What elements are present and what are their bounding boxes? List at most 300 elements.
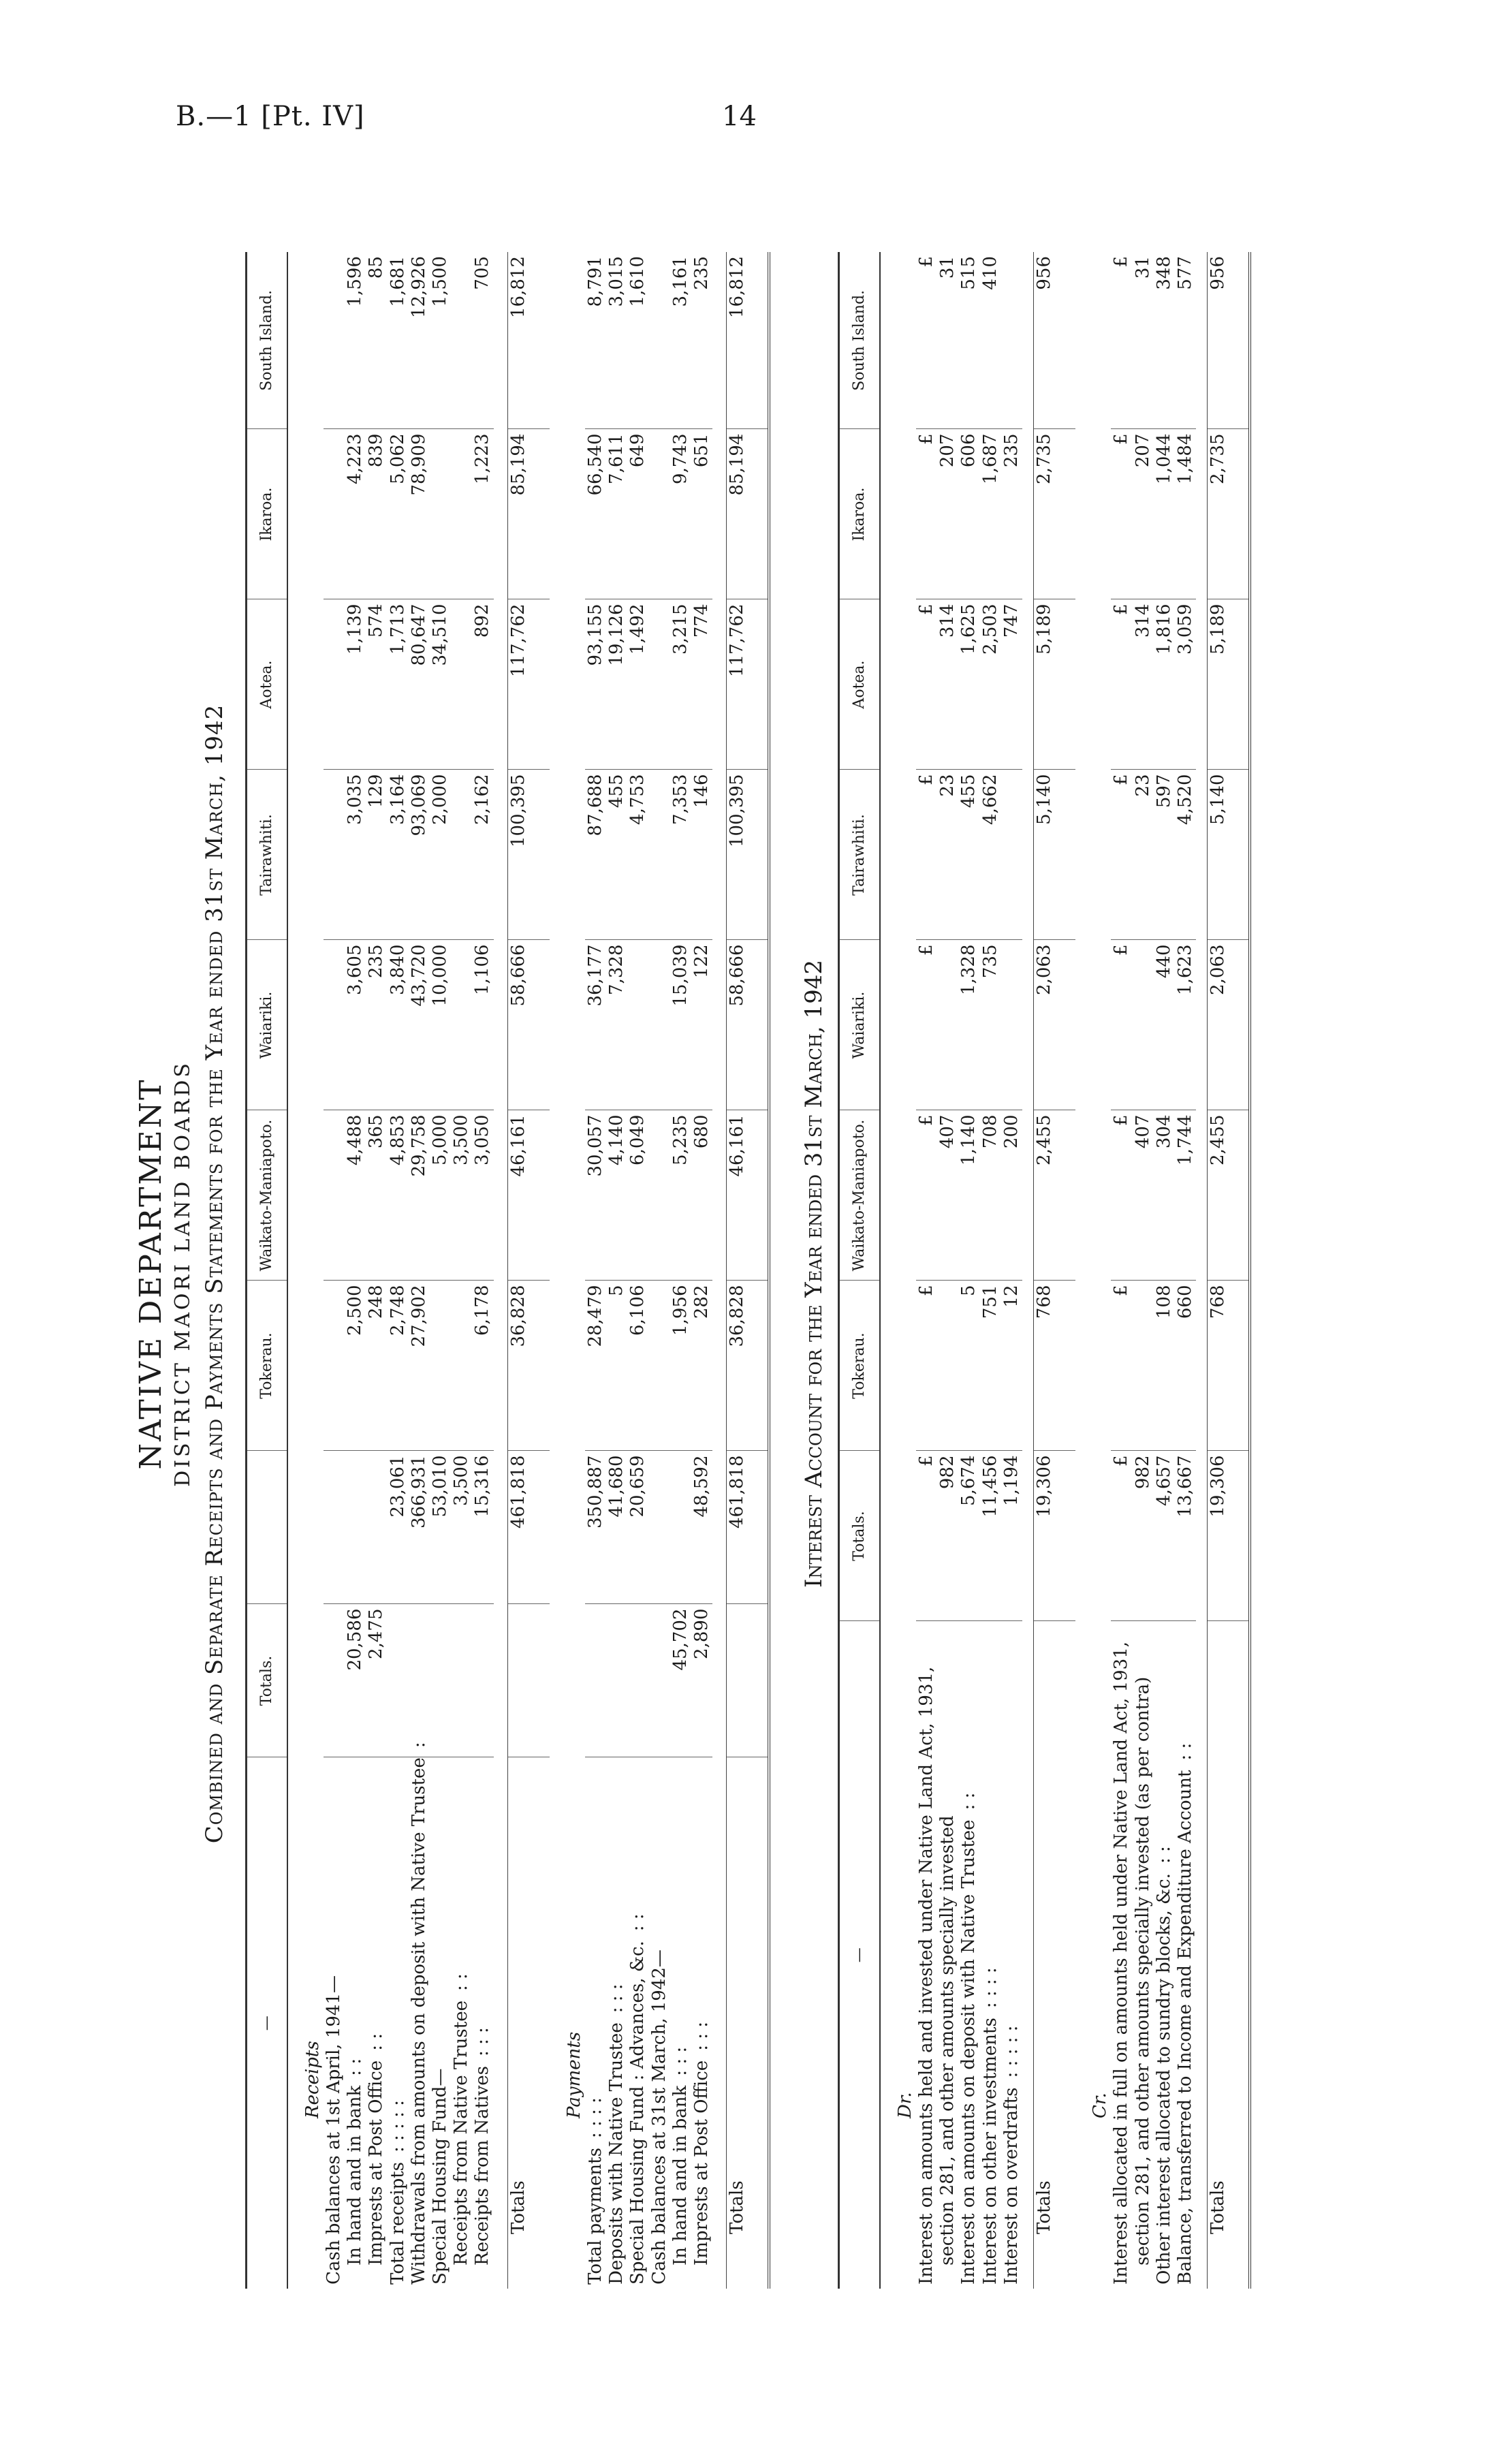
value-cell: 4,520 — [1175, 770, 1196, 940]
spacer-row — [494, 252, 508, 2289]
column-header: Aotea. — [839, 599, 881, 770]
value-cell: 207 — [1133, 429, 1154, 599]
total-value: 5,140 — [1033, 770, 1075, 940]
value-cell: 2,748 — [388, 1281, 409, 1451]
row-label — [451, 1757, 472, 2289]
row-label — [691, 1757, 712, 2289]
table-row — [472, 252, 493, 2289]
value-cell — [324, 599, 345, 770]
value-cell — [345, 1451, 366, 1604]
value-cell: 1,492 — [627, 599, 648, 770]
table-row — [1154, 252, 1175, 2289]
row-label — [345, 1757, 366, 2289]
value-cell: 2,000 — [430, 770, 451, 940]
value-cell: 129 — [366, 770, 387, 940]
value-cell: 27,902 — [409, 1281, 430, 1451]
value-cell: 5,062 — [388, 429, 409, 599]
table-row — [670, 252, 691, 2289]
value-cell: 2,500 — [345, 1281, 366, 1451]
table-row — [430, 252, 451, 2289]
value-cell: £ — [1111, 252, 1132, 429]
row-label-text: Interest on amounts held and invested under Native Land Act, 1931, — [916, 1666, 936, 2285]
value-cell: 4,223 — [345, 429, 366, 599]
value-cell: 1,610 — [627, 252, 648, 429]
value-cell: 839 — [366, 429, 387, 599]
table-row — [1001, 252, 1022, 2289]
total-value: 19,306 — [1033, 1451, 1075, 1621]
leader-dots: : : — [451, 1973, 472, 1992]
value-cell: 1,139 — [345, 599, 366, 770]
value-cell: 93,069 — [409, 770, 430, 940]
value-cell: 3,164 — [388, 770, 409, 940]
value-cell: 649 — [627, 429, 648, 599]
value-cell: 735 — [980, 940, 1001, 1110]
totals-label-text: Totals — [507, 2180, 529, 2234]
value-cell: £ — [916, 429, 937, 599]
row-label-text: In hand and in bank — [670, 2085, 691, 2265]
totals-label — [507, 1757, 550, 2289]
value-cell: 1,623 — [1175, 940, 1196, 1110]
value-cell — [1001, 940, 1022, 1110]
value-cell: 407 — [1133, 1110, 1154, 1281]
value-cell — [324, 1110, 345, 1281]
value-cell: £ — [916, 770, 937, 940]
value-cell: 455 — [958, 770, 979, 940]
value-cell — [451, 1281, 472, 1451]
rotated-content — [129, 232, 1383, 2316]
value-cell — [451, 940, 472, 1110]
value-cell — [649, 1281, 670, 1451]
section-row — [550, 252, 585, 2289]
row-label — [606, 1757, 627, 2289]
value-cell: 29,758 — [409, 1110, 430, 1281]
totals-label — [1208, 1621, 1250, 2289]
value-cell: 235 — [1001, 429, 1022, 599]
row-label-text: Total payments — [585, 2148, 605, 2285]
page-header — [0, 101, 1512, 142]
value-cell — [1133, 940, 1154, 1110]
table-row — [388, 252, 409, 2289]
value-cell: 574 — [366, 599, 387, 770]
value-cell — [937, 940, 958, 1110]
value-cell: 982 — [937, 1451, 958, 1621]
total-value: 117,762 — [727, 599, 769, 770]
value-cell: 4,662 — [980, 770, 1001, 940]
row-label-text: Total receipts — [387, 2161, 408, 2285]
value-cell: 5 — [606, 1281, 627, 1451]
value-cell: 108 — [1154, 1281, 1175, 1451]
value-cell — [409, 1604, 430, 1757]
value-cell: 20,659 — [627, 1451, 648, 1604]
value-cell: £ — [1111, 940, 1132, 1110]
value-cell: 304 — [1154, 1110, 1175, 1281]
total-value: 5,140 — [1208, 770, 1250, 940]
value-cell: 2,475 — [366, 1604, 387, 1757]
total-value: 85,194 — [507, 429, 550, 599]
value-cell — [1001, 252, 1022, 429]
column-header: Tairawhiti. — [247, 770, 288, 940]
value-cell: 982 — [1133, 1451, 1154, 1621]
table-row — [958, 252, 979, 2289]
row-label — [324, 1757, 345, 2289]
totals-row — [1033, 252, 1075, 2289]
table-row — [585, 252, 606, 2289]
spacer-cell — [1022, 252, 1034, 2289]
value-cell: 15,316 — [472, 1451, 493, 1604]
leader-dots: : : — [366, 2033, 387, 2051]
value-cell — [451, 1604, 472, 1757]
value-cell: 4,753 — [627, 770, 648, 940]
value-cell: 20,586 — [345, 1604, 366, 1757]
value-cell: 9,743 — [670, 429, 691, 599]
column-header: Totals. — [247, 1604, 288, 1757]
total-value: 16,812 — [507, 252, 550, 429]
value-cell: 6,049 — [627, 1110, 648, 1281]
total-value: 46,161 — [727, 1110, 769, 1281]
column-header: Waikato-Maniapoto. — [839, 1110, 881, 1281]
value-cell — [472, 1604, 493, 1757]
table-row — [649, 252, 670, 2289]
value-cell: 3,215 — [670, 599, 691, 770]
value-cell — [1001, 770, 1022, 940]
value-cell: 12,926 — [409, 252, 430, 429]
statement-title: Combined and Separate Receipts and Payments Statements for the Year ended 31st March, 1942 — [200, 704, 228, 1844]
value-cell: £ — [916, 1110, 937, 1281]
value-cell: 1,681 — [388, 252, 409, 429]
table-row — [916, 252, 937, 2289]
column-header: — — [247, 1757, 288, 2289]
value-cell: 1,744 — [1175, 1110, 1196, 1281]
value-cell — [451, 599, 472, 770]
value-cell: 93,155 — [585, 599, 606, 770]
column-header: Totals. — [839, 1451, 881, 1621]
value-cell — [670, 1451, 691, 1604]
value-cell: 43,720 — [409, 940, 430, 1110]
leader-dots: : — [408, 1742, 429, 1749]
value-cell: 1,816 — [1154, 599, 1175, 770]
value-cell: 45,702 — [670, 1604, 691, 1757]
table-row — [980, 252, 1001, 2289]
value-cell: 4,488 — [345, 1110, 366, 1281]
value-cell: 235 — [366, 940, 387, 1110]
row-label-text: Interest allocated in full on amounts held under Native Land Act, 1931, — [1111, 1641, 1132, 2285]
value-cell: 455 — [606, 770, 627, 940]
spacer-row — [1196, 252, 1208, 2289]
value-cell: £ — [1111, 599, 1132, 770]
totals-label-text: Totals — [1033, 2180, 1054, 2234]
row-label — [1154, 1621, 1175, 2289]
page-number: 14 — [722, 101, 757, 132]
leader-dots: : : : — [691, 2021, 712, 2051]
spacer-cell — [1196, 252, 1208, 2289]
total-value: 100,395 — [727, 770, 769, 940]
department-title: NATIVE DEPARTMENT — [133, 1078, 168, 1470]
value-cell — [649, 429, 670, 599]
leader-dots: : : — [958, 1792, 979, 1810]
totals-row — [727, 252, 769, 2289]
section-heading: Dr. — [894, 2092, 915, 2118]
spacer-cell — [712, 252, 727, 2289]
total-value: 46,161 — [507, 1110, 550, 1281]
value-cell: 5 — [958, 1281, 979, 1451]
row-label — [916, 1621, 937, 2289]
row-label-text: Interest on overdrafts — [1001, 2087, 1022, 2285]
value-cell — [324, 940, 345, 1110]
leader-dots: : : : : — [979, 1967, 1001, 2009]
value-cell: 1,596 — [345, 252, 366, 429]
value-cell — [324, 1451, 345, 1604]
value-cell: 2,890 — [691, 1604, 712, 1757]
total-value: 2,063 — [1208, 940, 1250, 1110]
value-cell: 365 — [366, 1110, 387, 1281]
value-cell: 12 — [1001, 1281, 1022, 1451]
total-value: 16,812 — [727, 252, 769, 429]
leader-dots: : : : — [606, 1984, 627, 2013]
total-value: 100,395 — [507, 770, 550, 940]
value-cell: 4,657 — [1154, 1451, 1175, 1621]
totals-row — [507, 252, 550, 2289]
value-cell: 1,500 — [430, 252, 451, 429]
total-value: 2,063 — [1033, 940, 1075, 1110]
row-label — [1133, 1621, 1154, 2289]
value-cell: 282 — [691, 1281, 712, 1451]
table-row — [606, 252, 627, 2289]
value-cell: 407 — [937, 1110, 958, 1281]
column-header: Waiariki. — [839, 940, 881, 1110]
row-label — [670, 1757, 691, 2289]
value-cell: 7,328 — [606, 940, 627, 1110]
row-label — [430, 1757, 451, 2289]
section-heading: Cr. — [1090, 2092, 1111, 2118]
value-cell: 2,162 — [472, 770, 493, 940]
table-row — [451, 252, 472, 2289]
value-cell: 3,059 — [1175, 599, 1196, 770]
column-header: South Island. — [839, 252, 881, 429]
value-cell: 41,680 — [606, 1451, 627, 1604]
row-label — [408, 1742, 430, 2289]
value-cell — [649, 1604, 670, 1757]
value-cell: 8,791 — [585, 252, 606, 429]
column-header: Tokerau. — [839, 1281, 881, 1451]
total-value: 461,818 — [507, 1451, 550, 1604]
value-cell: 1,140 — [958, 1110, 979, 1281]
value-cell — [649, 1451, 670, 1604]
value-cell: 23 — [1133, 770, 1154, 940]
total-value: 956 — [1208, 252, 1250, 429]
value-cell — [649, 599, 670, 770]
totals-label-text: Totals — [727, 2180, 748, 2234]
value-cell: 651 — [691, 429, 712, 599]
section-row — [287, 252, 324, 2289]
value-cell: 705 — [472, 252, 493, 429]
value-cell: 440 — [1154, 940, 1175, 1110]
value-cell: 36,177 — [585, 940, 606, 1110]
total-value: 2,735 — [1033, 429, 1075, 599]
row-label — [627, 1757, 648, 2289]
value-cell — [451, 429, 472, 599]
section-heading: Payments — [563, 2031, 584, 2118]
value-cell: 53,010 — [430, 1451, 451, 1604]
value-cell: 30,057 — [585, 1110, 606, 1281]
value-cell: 146 — [691, 770, 712, 940]
total-value: 2,455 — [1208, 1110, 1250, 1281]
column-header: Ikaroa. — [247, 429, 288, 599]
value-cell: 7,353 — [670, 770, 691, 940]
value-cell: 680 — [691, 1110, 712, 1281]
value-cell: 2,503 — [980, 599, 1001, 770]
value-cell — [937, 1281, 958, 1451]
column-header: Aotea. — [247, 599, 288, 770]
value-cell: 4,140 — [606, 1110, 627, 1281]
value-cell: 1,687 — [980, 429, 1001, 599]
row-label — [958, 1621, 979, 2289]
leader-dots: : : : : — [585, 2097, 605, 2139]
value-cell — [324, 429, 345, 599]
table-row — [1175, 252, 1196, 2289]
section-row — [1075, 252, 1111, 2289]
value-cell: 80,647 — [409, 599, 430, 770]
value-cell: £ — [1111, 770, 1132, 940]
value-cell: 200 — [1001, 1110, 1022, 1281]
value-cell: 15,039 — [670, 940, 691, 1110]
leader-dots: : : : : : — [1001, 2025, 1022, 2078]
row-label — [585, 1757, 606, 2289]
value-cell — [324, 770, 345, 940]
value-cell: 23,061 — [388, 1451, 409, 1604]
totals-row — [1208, 252, 1250, 2289]
value-cell: 597 — [1154, 770, 1175, 940]
total-value: 36,828 — [727, 1281, 769, 1451]
total-value: 5,189 — [1208, 599, 1250, 770]
value-cell: 34,510 — [430, 599, 451, 770]
totals-label-text: Totals — [1208, 2180, 1229, 2234]
value-cell — [649, 1110, 670, 1281]
section-row — [880, 252, 916, 2289]
value-cell: 3,500 — [451, 1451, 472, 1604]
value-cell: 87,688 — [585, 770, 606, 940]
value-cell: 314 — [1133, 599, 1154, 770]
value-cell: 314 — [937, 599, 958, 770]
row-label-text: Balance, transferred to Income and Expenditure Account — [1175, 1770, 1195, 2285]
value-cell — [649, 940, 670, 1110]
row-label — [1001, 1621, 1022, 2289]
total-value: 2,455 — [1033, 1110, 1075, 1281]
value-cell: 3,500 — [451, 1110, 472, 1281]
row-label — [472, 1757, 493, 2289]
value-cell: 5,235 — [670, 1110, 691, 1281]
column-header: Waiariki. — [247, 940, 288, 1110]
column-header: South Island. — [247, 252, 288, 429]
table-row — [627, 252, 648, 2289]
table-row — [366, 252, 387, 2289]
value-cell: 66,540 — [585, 429, 606, 599]
value-cell: 1,106 — [472, 940, 493, 1110]
value-cell — [451, 252, 472, 429]
value-cell — [451, 770, 472, 940]
value-cell: 5,674 — [958, 1451, 979, 1621]
value-cell: 6,178 — [472, 1281, 493, 1451]
value-cell: 4,853 — [388, 1110, 409, 1281]
row-label — [1175, 1621, 1196, 2289]
titles-block — [129, 232, 229, 2316]
value-cell — [649, 252, 670, 429]
leader-dots: : : — [1153, 1846, 1174, 1864]
row-label — [649, 1757, 670, 2289]
value-cell: 1,328 — [958, 940, 979, 1110]
value-cell: 892 — [472, 599, 493, 770]
value-cell: 235 — [691, 252, 712, 429]
row-label — [1111, 1621, 1132, 2289]
value-cell: 660 — [1175, 1281, 1196, 1451]
boards-title: DISTRICT MAORI LAND BOARDS — [170, 1061, 195, 1487]
row-label-text: Special Housing Fund— — [429, 2068, 450, 2285]
value-cell — [649, 770, 670, 940]
row-label-text: Cash balances at 31st March, 1942— — [648, 1949, 670, 2285]
table-row — [1111, 252, 1132, 2289]
value-cell: 3,840 — [388, 940, 409, 1110]
value-cell: 31 — [937, 252, 958, 429]
row-label — [366, 1757, 387, 2289]
value-cell: 410 — [980, 252, 1001, 429]
leader-dots: : : — [345, 2058, 366, 2076]
table-row — [409, 252, 430, 2289]
row-label-text: Other interest allocated to sundry blocks, &c. — [1153, 1873, 1174, 2285]
value-cell: 3,605 — [345, 940, 366, 1110]
value-cell: 207 — [937, 429, 958, 599]
total-value: 19,306 — [1208, 1451, 1250, 1621]
value-cell — [585, 1604, 606, 1757]
value-cell: £ — [1111, 1110, 1132, 1281]
value-cell — [324, 1281, 345, 1451]
value-cell: 751 — [980, 1281, 1001, 1451]
value-cell: 248 — [366, 1281, 387, 1451]
column-header: — — [839, 1621, 881, 2289]
table-row — [324, 252, 345, 2289]
value-cell: 1,625 — [958, 599, 979, 770]
value-cell: 1,713 — [388, 599, 409, 770]
table-row — [691, 252, 712, 2289]
value-cell: 19,126 — [606, 599, 627, 770]
value-cell — [366, 1451, 387, 1604]
spacer-row — [712, 252, 727, 2289]
value-cell: 1,956 — [670, 1281, 691, 1451]
value-cell: 577 — [1175, 252, 1196, 429]
leader-dots: : : — [627, 1913, 648, 1932]
total-value: 58,666 — [727, 940, 769, 1110]
value-cell: 3,161 — [670, 252, 691, 429]
total-value: 768 — [1033, 1281, 1075, 1451]
value-cell — [430, 1281, 451, 1451]
value-cell: 85 — [366, 252, 387, 429]
value-cell — [1133, 1281, 1154, 1451]
spacer-row — [1022, 252, 1034, 2289]
leader-dots: : : : — [472, 2027, 493, 2057]
value-cell: 1,484 — [1175, 429, 1196, 599]
value-cell: 6,106 — [627, 1281, 648, 1451]
leader-dots: : : : : : — [387, 2100, 408, 2152]
total-value: 58,666 — [507, 940, 550, 1110]
value-cell — [324, 1604, 345, 1757]
total-value: 5,189 — [1033, 599, 1075, 770]
row-label-text: Withdrawals from amounts on deposit with Native Trustee — [408, 1757, 429, 2285]
value-cell: £ — [916, 252, 937, 429]
value-cell: 350,887 — [585, 1451, 606, 1604]
leader-dots: : : : — [670, 2046, 691, 2076]
value-cell: 28,479 — [585, 1281, 606, 1451]
value-cell — [606, 1604, 627, 1757]
total-value — [507, 1604, 550, 1757]
value-cell: 13,667 — [1175, 1451, 1196, 1621]
